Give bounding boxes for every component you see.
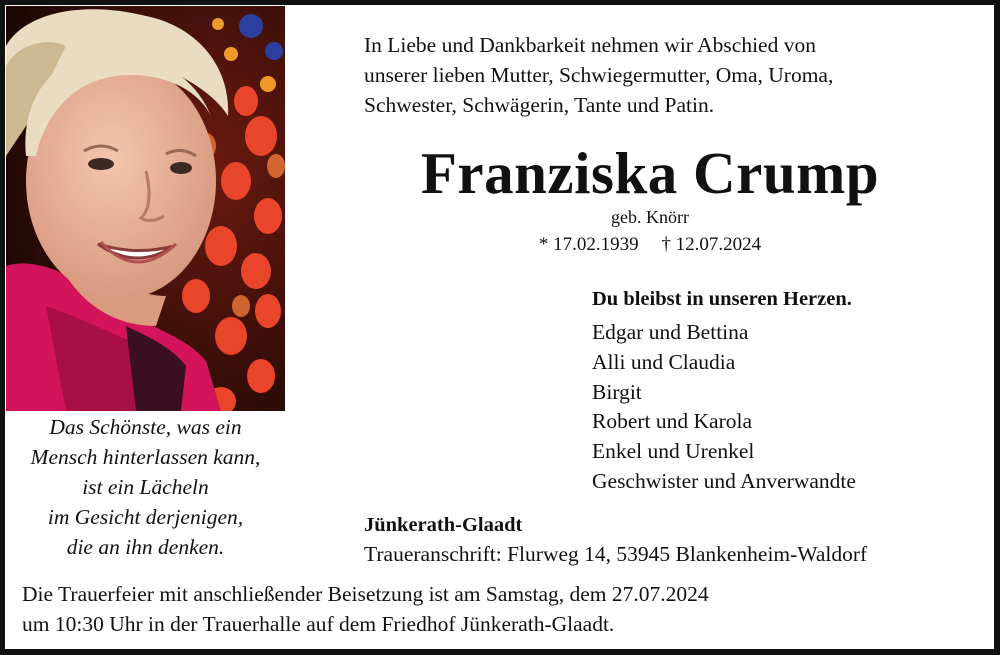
intro-line: Schwester, Schwägerin, Tante und Patin. <box>364 93 715 117</box>
list-item: Alli und Claudia <box>592 349 736 374</box>
quote-line: Mensch hinterlassen kann, <box>30 445 261 469</box>
place-name: Jünkerath-Glaadt <box>364 514 523 536</box>
quote-line: im Gesicht derjenigen, <box>47 505 244 529</box>
quote-line: die an ihn denken. <box>66 535 225 559</box>
quote-line: ist ein Lächeln <box>82 475 209 499</box>
list-item: Birgit <box>592 379 642 404</box>
intro-text <box>364 30 984 120</box>
deceased-name: Franziska Crump <box>420 140 880 206</box>
intro-line: unserer lieben Mutter, Schwiegermutter, Oma, Uroma, <box>364 63 834 87</box>
service-line: um 10:30 Uhr in der Trauerhalle auf dem Friedhof Jünkerath-Glaadt. <box>22 612 615 636</box>
funeral-service-info <box>22 579 982 639</box>
service-line: Die Trauerfeier mit anschließender Beisetzung ist am Samstag, dem 27.07.2024 <box>22 582 709 606</box>
birth-name: geb. Knörr <box>611 207 689 227</box>
list-item: Robert und Karola <box>592 409 753 434</box>
list-item: Enkel und Urenkel <box>592 439 755 464</box>
motto: Du bleibst in unseren Herzen. <box>592 288 852 310</box>
mourning-address: Traueranschrift: Flurweg 14, 53945 Blankenheim-Waldorf <box>364 542 868 566</box>
mourners-list <box>592 318 856 497</box>
intro-line: In Liebe und Dankbarkeit nehmen wir Abschied von <box>364 33 816 57</box>
death-date: † 12.07.2024 <box>661 234 762 255</box>
quote-line: Das Schönste, was ein <box>49 415 242 439</box>
list-item: Edgar und Bettina <box>592 320 749 344</box>
memorial-quote <box>6 412 285 562</box>
portrait-photo-icon <box>6 6 285 411</box>
list-item: Geschwister und Anverwandte <box>592 468 856 493</box>
birth-date: * 17.02.1939 <box>538 234 639 255</box>
life-dates <box>300 232 1000 258</box>
